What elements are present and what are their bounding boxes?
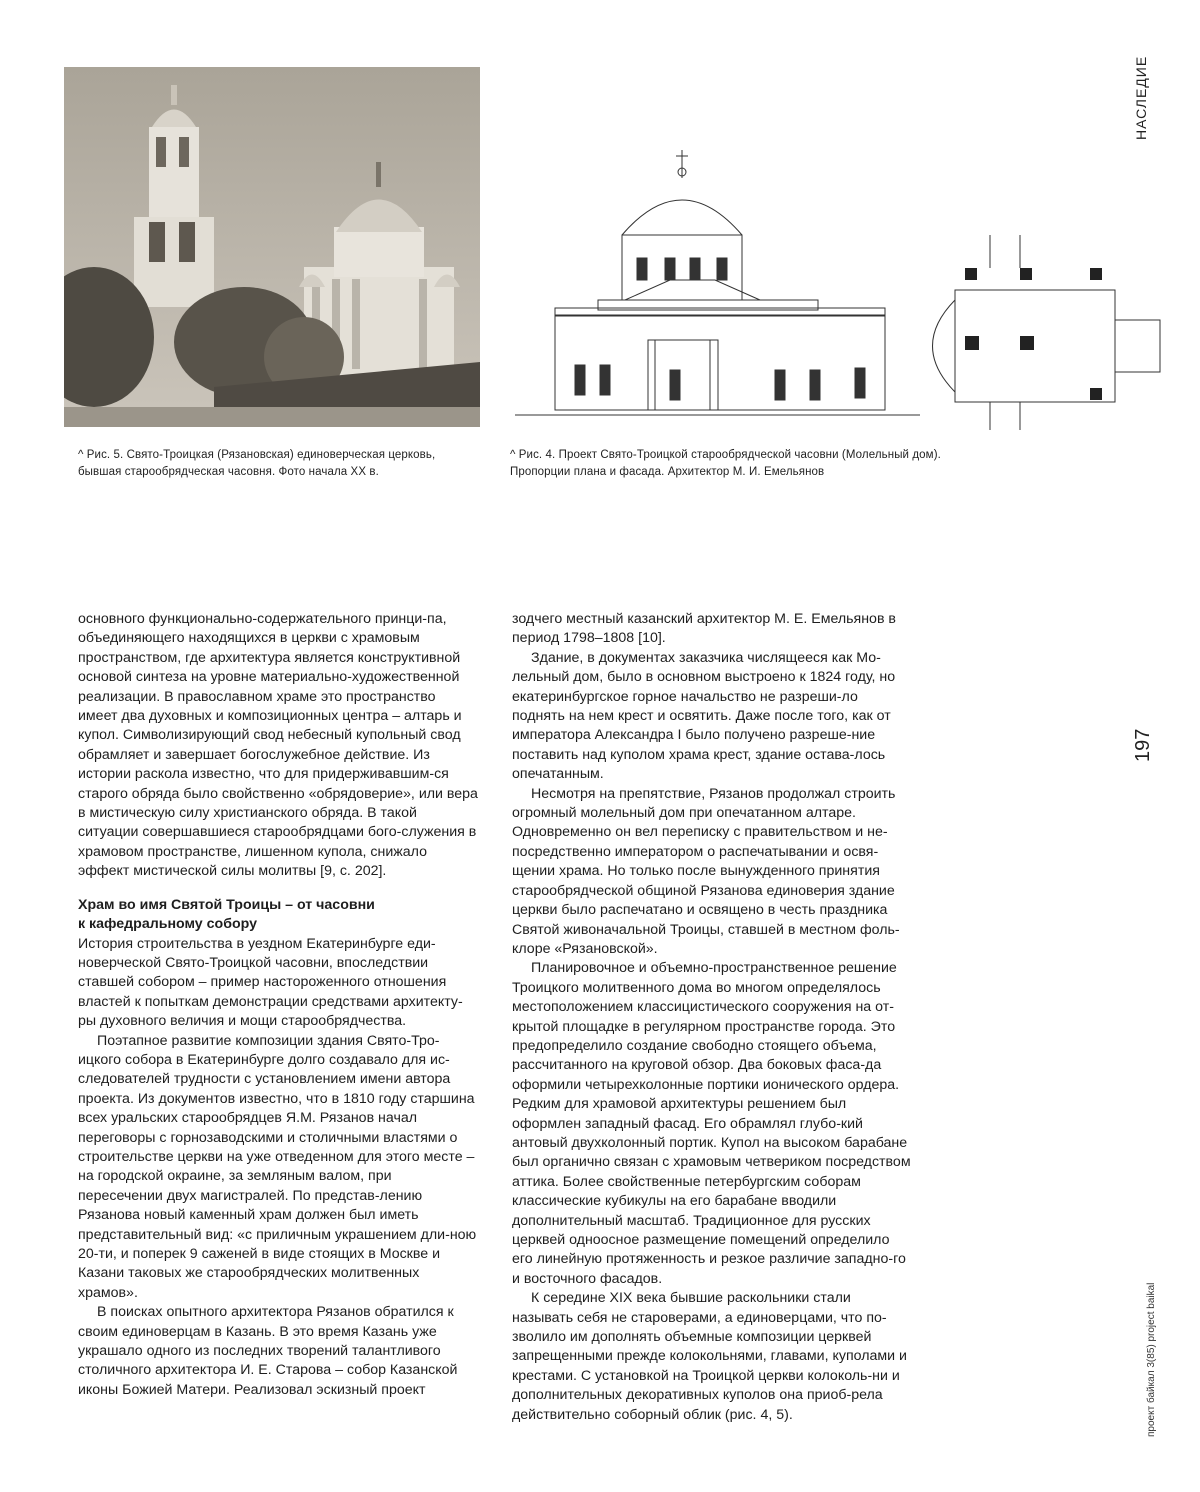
left-column bbox=[78, 610, 478, 1400]
paragraph: Здание, в документах заказчика числящееся как Мо-лельный дом, было в основном выстроено к 1824 году, но екатеринбургское горное начальство не разреши-ло поднять на нем крест и освятить. Даже после того, как от императора Александра I было получено разреше-ние поставить над куполом храма крест, здание остава-лось опечатанным. bbox=[512, 649, 912, 785]
figure-4-caption bbox=[510, 447, 1010, 481]
architectural-drawing bbox=[510, 140, 1170, 430]
section-heading bbox=[78, 896, 478, 935]
right-column bbox=[512, 610, 912, 1425]
paragraph: В поисках опытного архитектора Рязанов обратился к своим единоверцам в Казань. В это время Казань уже украшало одного из последних творений талантливого столичного архитектора И. Е. Старова – собор Казанской иконы Божией Матери. Реализовал эскизный проект bbox=[78, 1303, 478, 1400]
paragraph: Планировочное и объемно-пространственное решение Троицкого молитвенного дома во многом определялось местоположением классицистического сооружения на от-крытой площадке в регулярном пространстве города. Это предопределило создание свободно стоящего объема, рассчитанного на круговой обзор. Два боковых фаса-да оформили четырехколонные портики ионического ордера. Редким для храмовой архитектуры решением был оформлен западный фасад. Его обрамлял глубо-кий антовый двухколонный портик. Купол на высоком барабане был органично связан с храмовым четвериком посредством аттика. Более свойственные петербургским соборам классические кубикулы на его барабане вводили дополнительный масштаб. Традиционное для русских церквей одноосное размещение помещений определило его линейную протяженность и резкое различие западно-го и восточного фасадов. bbox=[512, 959, 912, 1289]
paragraph: зодчего местный казанский архитектор М. Е. Емельянов в период 1798–1808 [10]. bbox=[512, 610, 912, 649]
caption-line: Пропорции плана и фасада. Архитектор М. И. Емельянов bbox=[510, 464, 1010, 481]
paragraph: К середине XIX века бывшие раскольники стали называть себя не староверами, а единоверцами, что по-зволило им дополнять объемные композиции церквей запрещенными прежде колокольнями, главами, куполами и крестами. С установкой на Троицкой церкви колоколь-ни и дополнительных декоративных куполов она приоб-рела действительно соборный облик (рис. 4, 5). bbox=[512, 1289, 912, 1425]
church-photo bbox=[64, 67, 480, 427]
paragraph: Несмотря на препятствие, Рязанов продолжал строить огромный молельный дом при опечатанном алтаре. Одновременно он вел переписку с правительством и не-посредственно императором о распечатывании и освя-щении храма. Но только после вынужденного принятия старообрядческой общиной Рязанова единоверия здание церкви было распечатано и освящено в честь праздника Святой живоначальной Троицы, ставшей в местном фоль-клоре «Рязановской». bbox=[512, 785, 912, 960]
paragraph: Поэтапное развитие композиции здания Свято-Тро-ицкого собора в Екатеринбурге долго создавало для ис-следователей трудности с установлением имени автора проекта. Из документов известно, что в 1810 году старшина всех уральских старообрядцев Я.М. Рязанов начал переговоры с горнозаводскими и столичными властями о строительстве церкви на уже отведенном для этого месте – на городской окраине, за земляным валом, при пересечении двух магистралей. По представ-лению Рязанова новый каменный храм должен был иметь представительный вид: «с приличным украшением дли-ною 20-ти, и поперек 9 саженей в виде стоящих в Москве и Казани таковых же старообрядческих молитвенных храмов». bbox=[78, 1032, 478, 1304]
paragraph: История строительства в уездном Екатеринбурге еди-новерческой Свято-Троицкой часовни, впоследствии ставшей собором – пример настороженного отношения властей к попыткам демонстрации средствами архитекту-ры духовного величия и мощи старообрядчества. bbox=[78, 935, 478, 1032]
caption-line: ^ Рис. 5. Свято-Троицкая (Рязановская) единоверческая церковь, bbox=[78, 447, 478, 464]
section-label: НАСЛЕДИЕ bbox=[1133, 56, 1149, 140]
paragraph: основного функционально-содержательного принци-па, объединяющего находящихся в церкви с храмовым пространством, где архитектура является конструктивной основой синтеза на уровне материально-художественной реализации. В православном храме это пространство имеет два духовных и композиционных центра – алтарь и купол. Символизирующий свод небесный купольный свод обрамляет и завершает богослужебное действие. Из истории раскола известно, что для придерживавшим-ся старого обряда было свойственно «обрядоверие», или вера в мистическую силу христианского обряда. В такой ситуации совершавшиеся старообрядцами бого-служения в храмовом пространстве, лишенном купола, снижало эффект мистической силы молитвы [9, с. 202]. bbox=[78, 610, 478, 882]
caption-line: бывшая старообрядческая часовня. Фото начала XX в. bbox=[78, 464, 478, 481]
journal-name: проект байкал 3(85) project baikal bbox=[1146, 1283, 1157, 1437]
caption-line: ^ Рис. 4. Проект Свято-Троицкой старообрядческой часовни (Молельный дом). bbox=[510, 447, 1010, 464]
page-number: 197 bbox=[1132, 729, 1155, 762]
figure-5-caption bbox=[78, 447, 478, 481]
section-heading-line: к кафедральному собору bbox=[78, 916, 257, 932]
section-heading-line: Храм во имя Святой Троицы – от часовни bbox=[78, 897, 375, 913]
